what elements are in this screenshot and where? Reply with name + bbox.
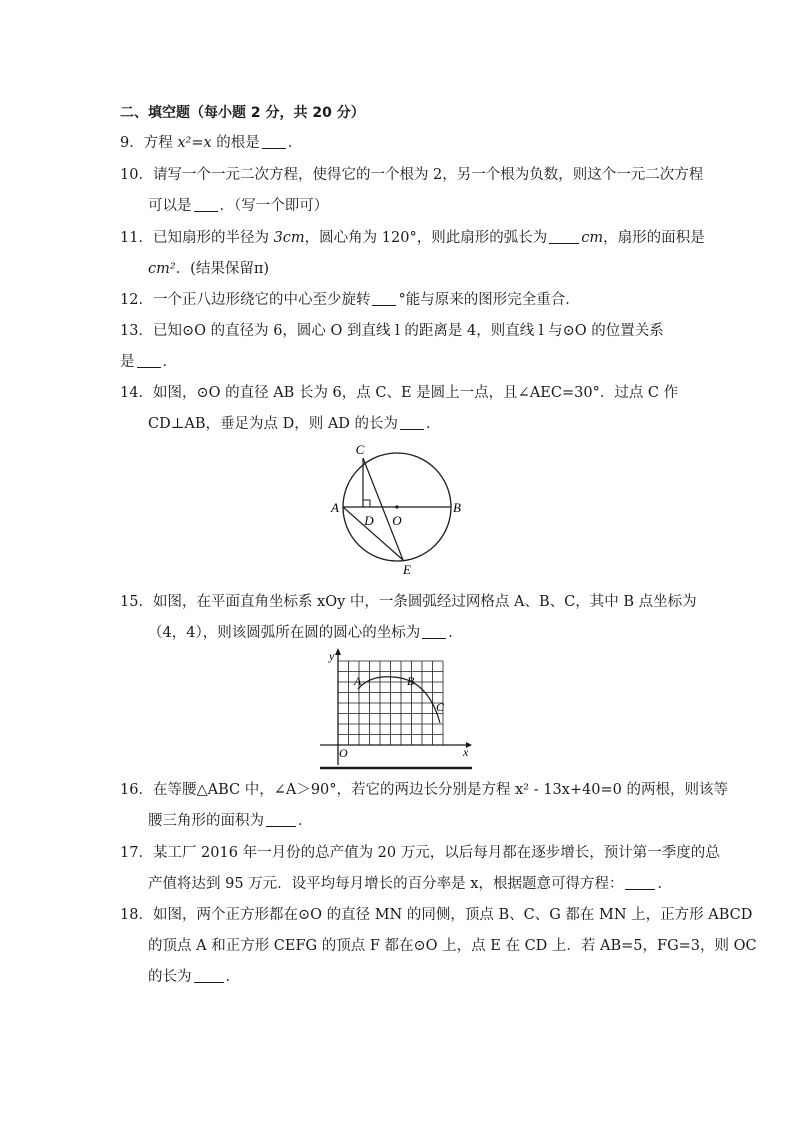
section-title: 二、填空题（每小题 2 分，共 20 分） [120,105,365,121]
q18-line1: 如图，两个正方形都在⊙O 的直径 MN 的同侧，顶点 B、C、G 都在 MN 上，正方形 ABCD [152,907,753,923]
q9-post: 的根是 [211,135,260,151]
label-a: A [354,674,362,688]
label-b: B [453,500,461,515]
q14-line1: 如图，⊙O 的直径 AB 长为 6，点 C、E 是圆上一点，且∠AEC=30°．过点 C 作 [152,385,679,401]
answer-blank [194,968,224,983]
answer-blank [400,415,424,430]
q14-number: 14． [120,385,153,401]
q15-line1: 如图，在平面直角坐标系 xOy 中，一条圆弧经过网格点 A、B、C，其中 B 点坐标为 [152,594,697,610]
q12-pre: 一个正八边形绕它的中心至少旋转 [152,292,371,308]
q11-radius: 3cm [273,230,305,246]
q11-unit1: cm [581,230,604,246]
q9-pre: 方程 [143,135,178,151]
q9-number: 9． [120,135,144,151]
q12-post: °能与原来的图形完全重合． [398,292,580,308]
label-c: C [436,700,445,714]
q13-line1: 已知⊙O 的直径为 6，圆心 O 到直线 l 的距离是 4，则直线 l 与⊙O 的位置关系 [152,323,664,339]
right-angle-mark [363,500,370,507]
question-16 [120,780,728,800]
center-point [395,505,398,508]
question-11 [120,228,705,248]
label-c: C [355,442,365,457]
q16-line1: 在等腰△ABC 中，∠A＞90°，若它的两边长分别是方程 x² - 13x+40=0 的两根，则该等 [152,782,728,798]
q13-number: 13． [120,323,153,339]
q11-a: 已知扇形的半径为 [152,230,274,246]
question-18 [120,905,752,925]
answer-blank [625,875,655,890]
question-12 [120,290,580,310]
question-11-line2 [148,259,269,279]
q18-number: 18． [120,907,153,923]
question-18-line3 [148,967,240,987]
q10-number: 10． [120,167,153,183]
q15-grid-figure [318,645,478,775]
question-18-line2: 的顶点 A 和正方形 CEFG 的顶点 F 都在⊙O 上，点 E 在 CD 上．若 AB=5，FG=3，则 OC [148,938,757,954]
q9-expr: x²=x [177,135,212,151]
q13-line2-post: ． [162,354,177,370]
q17-line1: 某工厂 2016 年一月份的总产值为 20 万元，以后每月都在逐步增长，预计第一季度的总 [152,845,720,861]
label-y: y [329,649,335,663]
question-13 [120,321,664,341]
q11-b: ，圆心角为 120°，则此扇形的弧长为 [304,230,548,246]
q15-number: 15． [120,594,153,610]
label-b: B [407,674,415,688]
question-13-line2 [120,352,177,372]
answer-blank [194,197,218,212]
segment-ce [363,458,403,560]
y-axis-arrow [335,648,341,655]
question-9 [120,133,302,153]
q14-circle-figure [325,440,470,580]
q16-line2-pre: 腰三角形的面积为 [148,813,264,829]
q10-line1: 请写一个一元二次方程，使得它的一个根为 2，另一个根为负数，则这个一元二次方程 [152,167,704,183]
q10-line2-pre: 可以是 [148,198,192,214]
q12-number: 12． [120,292,153,308]
question-17 [120,843,720,863]
answer-blank [262,134,286,149]
question-14-line2 [148,414,441,434]
q15-line2-post: ． [448,625,463,641]
q11-line2-post: ．(结果保留π) [175,261,270,277]
q16-line2-post: ． [298,813,313,829]
q14-line2-post: ． [426,416,441,432]
label-a: A [331,500,339,515]
q18-line3-pre: 的长为 [148,969,192,985]
q10-line2-post: ．（写一个即可） [219,198,329,214]
question-10-line2 [148,196,328,216]
answer-blank [549,229,579,244]
q17-line2-pre: 产值将达到 95 万元．设平均每月增长的百分率是 x，根据题意可得方程： [148,876,624,892]
q16-number: 16． [120,782,153,798]
q17-number: 17． [120,845,153,861]
label-e: E [403,562,411,577]
question-15 [120,592,697,612]
answer-blank [266,812,296,827]
question-17-line2 [148,874,672,894]
label-origin: O [339,746,348,760]
q15-line2-pre: （4，4），则该圆弧所在圆的圆心的坐标为 [148,625,421,641]
q11-number: 11． [120,230,153,246]
answer-blank [137,353,161,368]
question-15-line2 [148,623,463,643]
arc-abc [358,677,440,723]
q9-end: ． [287,135,303,151]
q11-c: ，扇形的面积是 [603,230,705,246]
q14-line2-pre: CD⊥AB，垂足为点 D，则 AD 的长为 [148,416,399,432]
question-14 [120,383,678,403]
question-10 [120,165,703,185]
label-x: x [463,745,469,759]
q11-unit2: cm² [148,261,176,277]
q13-line2-pre: 是 [120,354,135,370]
answer-blank [372,291,396,306]
label-o: O [392,513,402,528]
q18-line3-post: ． [225,969,240,985]
answer-blank [422,624,446,639]
label-d: D [364,513,374,528]
question-16-line2 [148,811,313,831]
q17-line2-post: ． [657,876,672,892]
